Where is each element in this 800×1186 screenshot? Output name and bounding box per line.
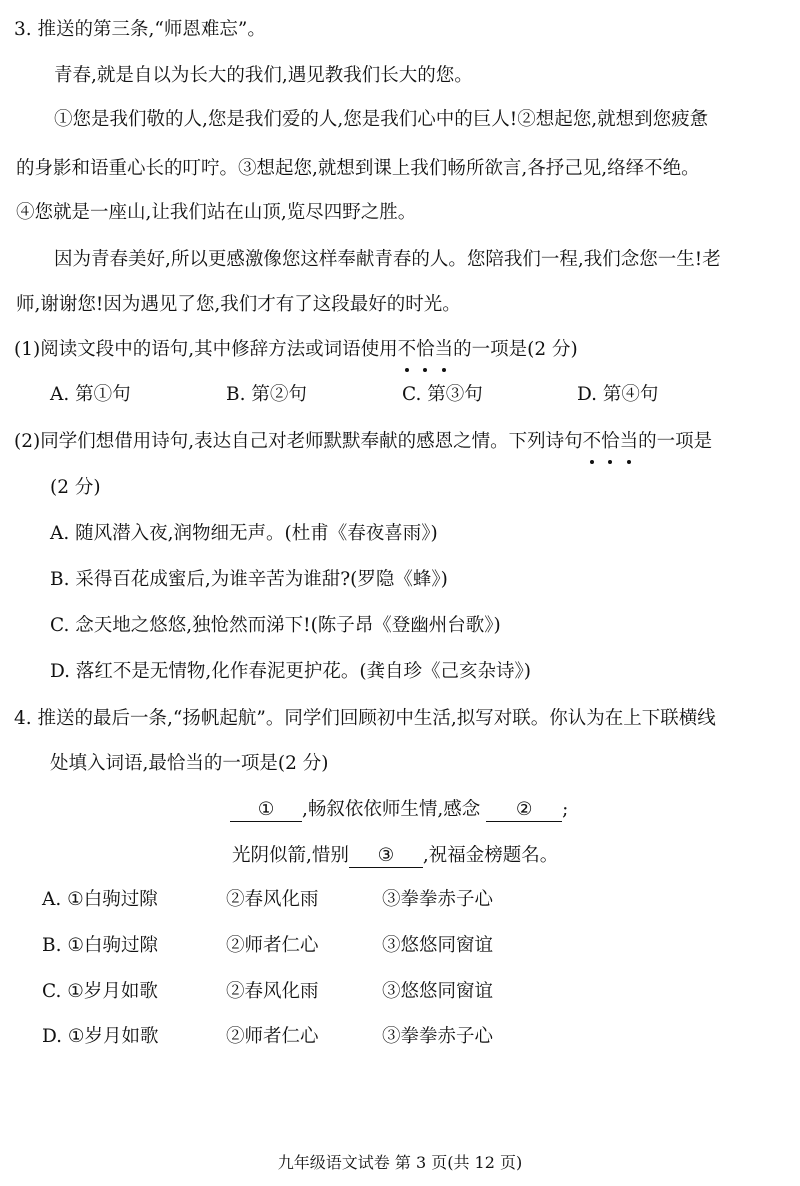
passage-paragraph-3-line-2: 师,谢谢您!因为遇见了您,我们才有了这段最好的时光。 [16, 294, 461, 315]
page-footer: 九年级语文试卷 第 3 页(共 12 页) [277, 1153, 523, 1172]
sub-question-1-option-d: D. 第④句 [577, 384, 659, 405]
emphasis-char: 恰 [601, 431, 620, 452]
sub-question-1-prefix: (1)阅读文段中的语句,其中修辞方法或词语使用 [14, 339, 398, 360]
sub-question-2-option-a: A. 随风潜入夜,润物细无声。(杜甫《春夜喜雨》) [50, 523, 438, 544]
sub-question-1-suffix: 的一项是(2 分) [453, 339, 578, 360]
couplet-upper [230, 798, 568, 822]
q4-option-d-part-1: D. ①岁月如歌 [42, 1026, 159, 1047]
passage-paragraph-2-line-2: 的身影和语重心长的叮咛。③想起您,就想到课上我们畅所欲言,各抒己见,络绎不绝。 [16, 158, 700, 179]
sub-question-2-option-d: D. 落红不是无情物,化作春泥更护花。(龚自珍《己亥杂诗》) [50, 661, 532, 682]
q4-option-b-part-1: B. ①白驹过隙 [42, 935, 158, 956]
sub-question-2-option-b: B. 采得百花成蜜后,为谁辛苦为谁甜?(罗隐《蜂》) [50, 569, 448, 590]
emphasis-char: 当 [619, 431, 639, 452]
sub-question-2-suffix: 的一项是 [638, 431, 713, 452]
couplet-upper-end: ; [562, 799, 569, 820]
emphasis-char: 不 [582, 431, 602, 452]
q4-option-c-part-1: C. ①岁月如歌 [42, 981, 158, 1002]
passage-paragraph-2-line-3: ④您就是一座山,让我们站在山顶,览尽四野之胜。 [16, 202, 417, 223]
sub-question-1 [14, 338, 578, 362]
q4-heading-line-2: 处填入词语,最恰当的一项是(2 分) [50, 753, 329, 774]
sub-question-2-points: (2 分) [50, 477, 101, 498]
sub-question-1-option-a: A. 第①句 [50, 384, 131, 405]
passage-paragraph-3-line-1: 因为青春美好,所以更感激像您这样奉献青春的人。您陪我们一程,我们念您一生!老 [54, 249, 721, 270]
q4-option-b-part-2: ②师者仁心 [226, 935, 319, 956]
couplet-upper-middle: ,畅叙依依师生情,感念 [302, 799, 481, 820]
emphasis-char: 当 [434, 339, 454, 360]
sub-question-2-option-c: C. 念天地之悠悠,独怆然而涕下!(陈子昂《登幽州台歌》) [50, 615, 501, 636]
sub-question-2 [14, 430, 712, 454]
q4-heading-line-1: 4. 推送的最后一条,“扬帆起航”。同学们回顾初中生活,拟写对联。你认为在上下联横线 [14, 708, 716, 729]
q4-option-d-part-2: ②师者仁心 [226, 1026, 319, 1047]
q4-option-c-part-2: ②春风化雨 [226, 981, 319, 1002]
couplet-lower-end: ,祝福金榜题名。 [422, 845, 559, 866]
passage-paragraph-2-line-1: ①您是我们敬的人,您是我们爱的人,您是我们心中的巨人!②想起您,就想到您疲惫 [54, 109, 709, 130]
emphasis-char: 不 [397, 339, 417, 360]
q4-option-a-part-1: A. ①白驹过隙 [42, 889, 158, 910]
q4-option-a-part-3: ③拳拳赤子心 [382, 889, 494, 910]
q3-heading: 3. 推送的第三条,“师恩难忘”。 [14, 19, 266, 40]
q4-option-d-part-3: ③拳拳赤子心 [382, 1026, 494, 1047]
sub-question-1-option-c: C. 第③句 [402, 384, 483, 405]
couplet-lower-start: 光阴似箭,惜别 [232, 845, 349, 866]
passage-paragraph-1: 青春,就是自以为长大的我们,遇见教我们长大的您。 [54, 65, 473, 86]
sub-question-2-prefix: (2)同学们想借用诗句,表达自己对老师默默奉献的感恩之情。下列诗句 [14, 431, 583, 452]
q4-option-c-part-3: ③悠悠同窗谊 [382, 981, 494, 1002]
couplet-lower [232, 844, 558, 868]
couplet-blank-2: ② [486, 799, 562, 822]
sub-question-1-option-b: B. 第②句 [226, 384, 307, 405]
q4-option-b-part-3: ③悠悠同窗谊 [382, 935, 494, 956]
emphasis-char: 恰 [416, 339, 435, 360]
q4-option-a-part-2: ②春风化雨 [226, 889, 319, 910]
couplet-blank-1: ① [230, 799, 302, 822]
couplet-blank-3: ③ [349, 845, 423, 868]
